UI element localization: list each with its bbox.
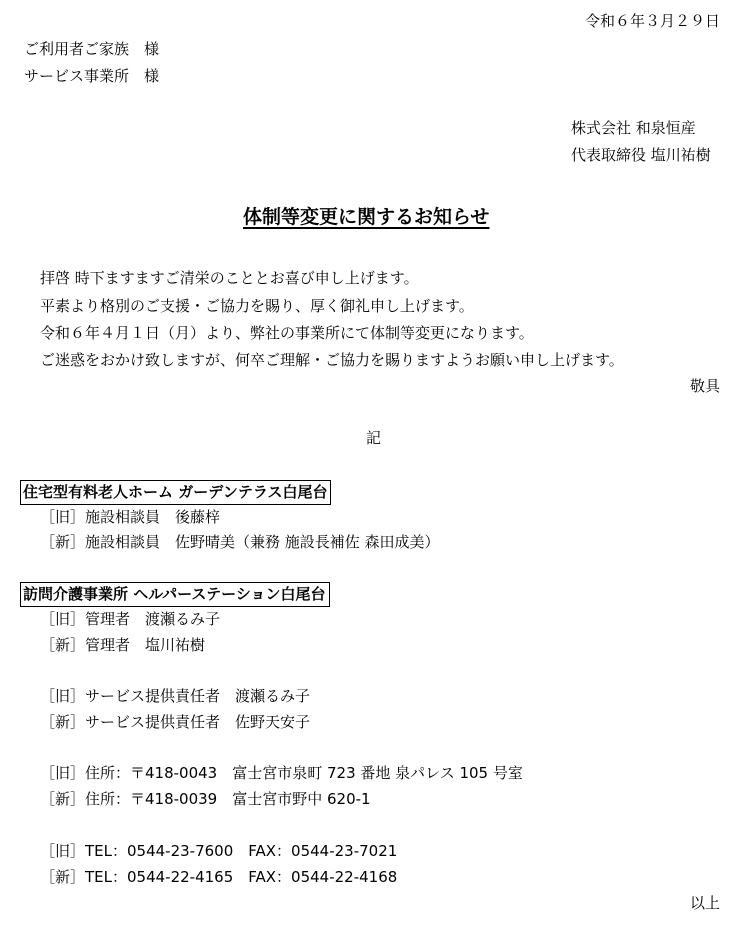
section-heading-helper-station: 訪問介護事業所 ヘルパーステーション白尾台 xyxy=(20,582,330,607)
recipient-service-offices: サービス事業所 様 xyxy=(24,67,160,85)
row-text: ［旧］サービス提供責任者 渡瀬るみ子 xyxy=(40,687,311,705)
section-heading-garden-terrace: 住宅型有料老人ホーム ガーデンテラス白尾台 xyxy=(20,480,331,505)
section2-row-old-address xyxy=(40,766,523,781)
row-text: ［新］施設相談員 佐野晴美（兼務 施設長補佐 森田成美） xyxy=(40,533,440,551)
body-paragraph-4: ご迷惑をおかけ致しますが、何卒ご理解・ご協力を賜りますようお願い申し上げます。 xyxy=(40,351,624,369)
section2-row-old-service-lead xyxy=(40,689,310,704)
row-text: ［旧］施設相談員 後藤梓 xyxy=(40,508,221,526)
ki-marker: 記 xyxy=(366,429,382,447)
section1-row-new-counselor xyxy=(40,535,440,550)
sender-company: 株式会社 和泉恒産 xyxy=(571,119,696,137)
document-title: 体制等変更に関するお知らせ xyxy=(243,206,490,228)
row-text: ［旧］住所：〒418-0043 富士宮市泉町 723 番地 泉パレス 105 号室 xyxy=(40,764,523,782)
recipient-families: ご利用者ご家族 様 xyxy=(24,40,160,58)
row-text: ［旧］TEL：0544-23-7600 FAX：0544-23-7021 xyxy=(40,842,398,860)
row-text: ［新］住所：〒418-0039 富士宮市野中 620-1 xyxy=(40,790,371,808)
body-paragraph-1: 拝啓 時下ますますご清栄のこととお喜び申し上げます。 xyxy=(40,269,419,287)
row-text: ［新］管理者 塩川祐樹 xyxy=(40,636,206,654)
body-paragraph-3: 令和６年４月１日（月）より、弊社の事業所にて体制等変更になります。 xyxy=(40,324,534,342)
closing-keigu: 敬具 xyxy=(689,377,720,395)
closing-ijo: 以上 xyxy=(689,894,720,912)
section2-row-new-phone-fax xyxy=(40,870,397,885)
body-paragraph-2: 平素より格別のご支援・ご協力を賜り、厚く御礼申し上げます。 xyxy=(40,297,474,315)
section2-row-old-manager xyxy=(40,612,220,627)
section2-row-old-phone-fax xyxy=(40,844,397,859)
row-text: ［新］サービス提供責任者 佐野天安子 xyxy=(40,713,311,731)
section2-row-new-address xyxy=(40,792,371,807)
section2-row-new-manager xyxy=(40,638,205,653)
row-text: ［新］TEL：0544-22-4165 FAX：0544-22-4168 xyxy=(40,868,398,886)
sender-representative: 代表取締役 塩川祐樹 xyxy=(571,146,711,164)
row-text: ［旧］管理者 渡瀬るみ子 xyxy=(40,610,221,628)
section1-row-old-counselor xyxy=(40,510,220,525)
section2-row-new-service-lead xyxy=(40,715,310,730)
document-date: 令和６年３月２９日 xyxy=(584,12,720,30)
